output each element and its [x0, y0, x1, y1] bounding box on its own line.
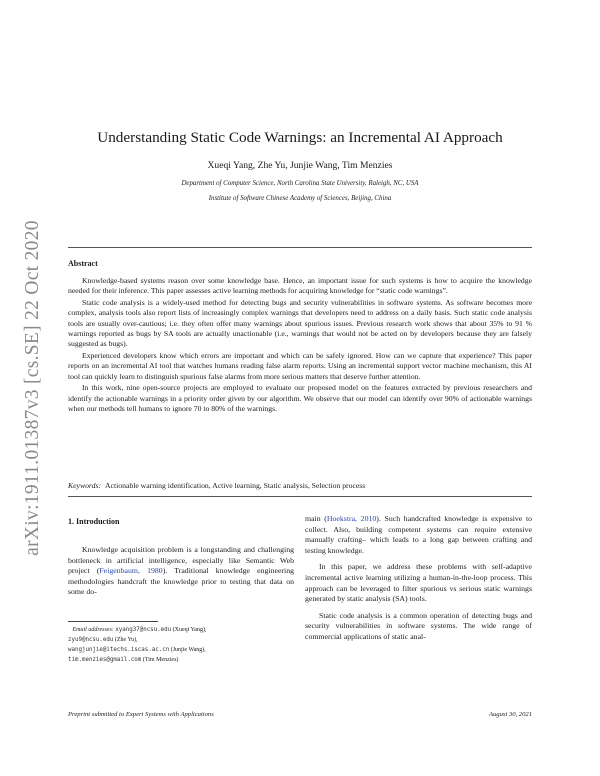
footnote-line	[68, 645, 298, 655]
intro-paragraph: main (Hoekstra, 2010). Such handcrafted knowledge is expensive to collect. Also, building competent systems can require extensive manually crafting– which leads to a long gap between crafting and testing knowledge.	[305, 514, 533, 555]
arxiv-stamp-text: arXiv:1911.01387v3 [cs.SE] 22 Oct 2020	[22, 220, 43, 556]
footnote-line	[68, 625, 298, 635]
affiliation-1: Department of Computer Science, North Carolina State University, Raleigh, NC, USA	[181, 180, 419, 187]
citation-link[interactable]: Hoekstra, 2010	[326, 514, 377, 523]
footnotes	[68, 625, 298, 665]
footer-date: August 30, 2021	[488, 711, 532, 718]
footer-preprint-note: Preprint submitted to Expert Systems with Applications	[68, 711, 214, 718]
email-owner: (Tim Menzies)	[142, 657, 179, 663]
arxiv-stamp	[18, 218, 48, 558]
email-owner: (Zhe Yu),	[114, 637, 138, 643]
email-link[interactable]: xyang37@ncsu.edu	[115, 627, 172, 633]
footnote-line	[68, 655, 298, 665]
author-list: Xueqi Yang, Zhe Yu, Junjie Wang, Tim Menzies	[207, 160, 393, 171]
intro-paragraph: Static code analysis is a common operation of detecting bugs and security vulnerabilities in software systems. The wide range of commercial applications of static anal-	[305, 610, 532, 641]
abstract-bottom-rule	[68, 496, 532, 497]
intro-paragraph: In this paper, we address these problems with self-adaptive incremental active learning utilizing a human-in-the-loop process. This approach can be leveraged to filter spurious vs serious static warnings generated by static analysis (SA) tools.	[305, 562, 532, 604]
footnote-rule	[68, 621, 158, 622]
left-column	[68, 545, 294, 598]
email-owner: (Junjie Wang),	[170, 647, 206, 653]
intro-paragraph: Knowledge acquisition problem is a longstanding and challenging bottleneck in artificial intelligence, especially like Semantic Web project (Feigenbaum, 1980). Traditional knowledge engineering methodologies handcraft the knowledge prior to testing that data on some do-	[68, 545, 294, 597]
email-link[interactable]: tim.menzies@gmail.com	[68, 657, 142, 663]
footnote-label: Email addresses:	[72, 627, 114, 633]
abstract-paragraph: In this work, nine open-source projects are employed to evaluate our proposed model on the features extracted by previous researchers and identify the actionable warnings in a priority order given by our algorithm. We observe that our model can identify over 90% of actionable warnings when our methods tell humans to ignore 70 to 80% of the warnings.	[68, 383, 532, 414]
citation-link[interactable]: Feigenbaum, 1980	[99, 566, 163, 576]
footnote-line	[68, 635, 298, 645]
keywords	[68, 481, 532, 490]
abstract-top-rule	[68, 247, 532, 248]
email-owner: (Xueqi Yang),	[172, 627, 207, 633]
right-column	[305, 514, 532, 643]
keywords-text: Actionable warning identification, Active learning, Static analysis, Selection process	[105, 481, 366, 490]
affiliation-2: Institute of Software Chinese Academy of Sciences, Beijing, China	[208, 195, 392, 202]
section-heading-introduction: 1. Introduction	[68, 517, 120, 526]
abstract-paragraph: Experienced developers know which errors are important and which can be safely ignored. How can we capture that experience? This paper reports on an incremental AI tool that watches humans reading false alarm reports. Using an incremental support vector machine mechanism, this AI tool can quickly learn to distinguish spurious false alarms from more serious matters that deserve further attention.	[68, 351, 532, 381]
email-link[interactable]: zyu9@ncsu.edu	[68, 637, 114, 643]
abstract-heading: Abstract	[68, 259, 98, 268]
keywords-label: Keywords:	[68, 481, 102, 490]
email-link[interactable]: wangjunjie@itechs.iscas.ac.cn	[68, 647, 170, 653]
abstract-paragraph: Knowledge-based systems reason over some knowledge base. Hence, an important issue for such systems is how to acquire the knowledge needed for their inference. This paper assesses active learning methods for acquiring knowledge for “static code warnings”.	[68, 276, 532, 296]
paper-title: Understanding Static Code Warnings: an Incremental AI Approach	[97, 129, 503, 146]
abstract-body	[68, 276, 532, 416]
abstract-paragraph: Static code analysis is a widely-used method for detecting bugs and security vulnerabilities in software systems. As software becomes more complex, analysis tools also report lists of increasingly complex warnings that developers need to address on a daily basis. Such static code analysis tools are usually over-cautious; i.e. they often offer many warnings about spurious issues. Previous research work shows that about 35% to 91 % warnings reported as bugs by SA tools are actually unactionable (i.e., warnings that would not be acted on by developers because they are falsely suggested as bugs).	[68, 298, 532, 349]
